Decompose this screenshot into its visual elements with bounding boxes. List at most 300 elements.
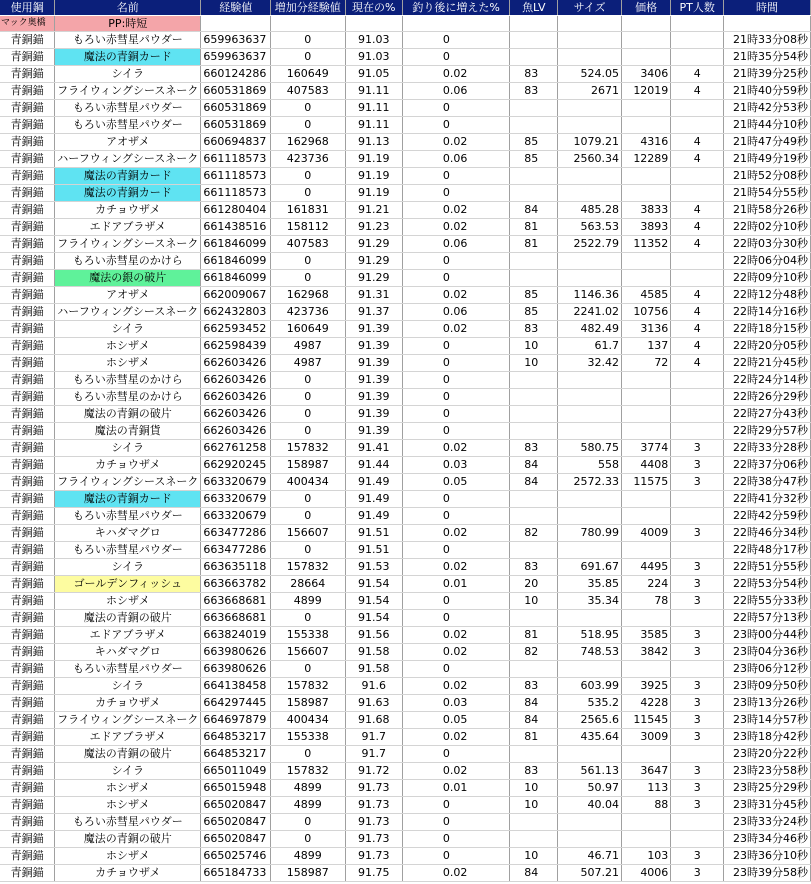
size-cell: 524.05 xyxy=(558,66,622,83)
gain-cell: 0 xyxy=(271,508,345,525)
exp-cell: 665015948 xyxy=(201,780,271,797)
inc-cell: 0 xyxy=(402,508,509,525)
table-row xyxy=(0,525,811,542)
name-cell: もろい赤彗星パウダー xyxy=(55,542,201,559)
rod-cell: 青銅錨 xyxy=(0,729,55,746)
lv-cell xyxy=(510,389,558,406)
table-row xyxy=(0,151,811,168)
exp-cell: 659963637 xyxy=(201,32,271,49)
inc-cell: 0 xyxy=(402,797,509,814)
rod-cell: 青銅錨 xyxy=(0,151,55,168)
price-cell xyxy=(621,117,670,134)
price-cell: 3925 xyxy=(621,678,670,695)
pct-cell: 91.19 xyxy=(345,185,402,202)
pt-cell xyxy=(671,168,724,185)
gain-cell: 400434 xyxy=(271,712,345,729)
name-cell: ホシザメ xyxy=(55,848,201,865)
time-cell: 23時20分22秒 xyxy=(724,746,811,763)
name-cell: ホシザメ xyxy=(55,797,201,814)
pct-cell: 91.58 xyxy=(345,661,402,678)
rod-cell: 青銅錨 xyxy=(0,525,55,542)
exp-cell: 665020847 xyxy=(201,797,271,814)
price-cell: 3893 xyxy=(621,219,670,236)
size-cell xyxy=(558,508,622,525)
subheader-row xyxy=(0,16,811,32)
inc-cell: 0.06 xyxy=(402,151,509,168)
pt-cell: 3 xyxy=(671,865,724,882)
table-row xyxy=(0,814,811,831)
size-cell xyxy=(558,491,622,508)
inc-cell: 0.03 xyxy=(402,695,509,712)
rod-cell: 青銅錨 xyxy=(0,219,55,236)
gain-cell: 157832 xyxy=(271,440,345,457)
price-cell: 3406 xyxy=(621,66,670,83)
rod-cell: 青銅錨 xyxy=(0,627,55,644)
pt-cell: 4 xyxy=(671,219,724,236)
inc-cell: 0 xyxy=(402,168,509,185)
lv-cell: 10 xyxy=(510,593,558,610)
name-cell: もろい赤彗星パウダー xyxy=(55,508,201,525)
gain-cell: 160649 xyxy=(271,321,345,338)
rod-cell: 青銅錨 xyxy=(0,814,55,831)
exp-cell: 661118573 xyxy=(201,185,271,202)
rod-cell: 青銅錨 xyxy=(0,831,55,848)
inc-cell: 0 xyxy=(402,542,509,559)
table-row xyxy=(0,389,811,406)
gain-cell: 157832 xyxy=(271,678,345,695)
pct-cell: 91.73 xyxy=(345,848,402,865)
lv-cell: 82 xyxy=(510,644,558,661)
gain-cell: 407583 xyxy=(271,236,345,253)
inc-cell: 0 xyxy=(402,746,509,763)
time-cell: 22時12分48秒 xyxy=(724,287,811,304)
gain-cell: 4899 xyxy=(271,848,345,865)
lv-cell: 84 xyxy=(510,474,558,491)
table-row xyxy=(0,406,811,423)
gain-cell: 158987 xyxy=(271,695,345,712)
gain-cell: 0 xyxy=(271,100,345,117)
gain-cell: 4987 xyxy=(271,338,345,355)
inc-cell: 0.01 xyxy=(402,780,509,797)
time-cell: 22時42分59秒 xyxy=(724,508,811,525)
table-row xyxy=(0,712,811,729)
pt-cell: 3 xyxy=(671,644,724,661)
size-cell: 32.42 xyxy=(558,355,622,372)
pct-cell: 91.72 xyxy=(345,763,402,780)
pt-cell: 3 xyxy=(671,440,724,457)
table-row xyxy=(0,865,811,882)
gain-cell: 155338 xyxy=(271,627,345,644)
price-cell: 3833 xyxy=(621,202,670,219)
inc-cell: 0.02 xyxy=(402,287,509,304)
time-cell: 23時39分58秒 xyxy=(724,865,811,882)
pct-cell: 91.7 xyxy=(345,729,402,746)
name-cell: もろい赤彗星パウダー xyxy=(55,661,201,678)
place-label: マック奥橋 xyxy=(0,16,55,32)
gain-cell: 0 xyxy=(271,372,345,389)
price-cell xyxy=(621,389,670,406)
price-cell: 4408 xyxy=(621,457,670,474)
inc-cell: 0.02 xyxy=(402,202,509,219)
time-cell: 22時41分32秒 xyxy=(724,491,811,508)
price-cell xyxy=(621,423,670,440)
gain-cell: 0 xyxy=(271,423,345,440)
name-cell: 魔法の青銅の破片 xyxy=(55,746,201,763)
price-cell: 72 xyxy=(621,355,670,372)
rod-cell: 青銅錨 xyxy=(0,746,55,763)
rod-cell: 青銅錨 xyxy=(0,134,55,151)
gain-cell: 158987 xyxy=(271,457,345,474)
inc-cell: 0.05 xyxy=(402,474,509,491)
time-cell: 21時44分10秒 xyxy=(724,117,811,134)
name-cell: 魔法の銀の破片 xyxy=(55,270,201,287)
rod-cell: 青銅錨 xyxy=(0,406,55,423)
lv-cell xyxy=(510,100,558,117)
header-row xyxy=(0,0,811,16)
size-cell: 2671 xyxy=(558,83,622,100)
size-cell: 580.75 xyxy=(558,440,622,457)
time-cell: 22時53分54秒 xyxy=(724,576,811,593)
size-cell: 563.53 xyxy=(558,219,622,236)
size-cell: 2241.02 xyxy=(558,304,622,321)
size-cell: 561.13 xyxy=(558,763,622,780)
name-cell: 魔法の青銅の破片 xyxy=(55,610,201,627)
table-row xyxy=(0,848,811,865)
gain-cell: 0 xyxy=(271,610,345,627)
gain-cell: 0 xyxy=(271,32,345,49)
exp-cell: 665011049 xyxy=(201,763,271,780)
table-row xyxy=(0,593,811,610)
pct-cell: 91.68 xyxy=(345,712,402,729)
pt-cell: 3 xyxy=(671,525,724,542)
name-cell: ホシザメ xyxy=(55,780,201,797)
name-cell: もろい赤彗星パウダー xyxy=(55,100,201,117)
pt-cell xyxy=(671,372,724,389)
exp-cell: 661280404 xyxy=(201,202,271,219)
exp-cell: 665020847 xyxy=(201,814,271,831)
name-cell: 魔法の青銅カード xyxy=(55,49,201,66)
exp-cell: 660531869 xyxy=(201,117,271,134)
rod-cell: 青銅錨 xyxy=(0,202,55,219)
table-row xyxy=(0,423,811,440)
gain-cell: 4899 xyxy=(271,780,345,797)
time-cell: 23時34分46秒 xyxy=(724,831,811,848)
pct-cell: 91.39 xyxy=(345,355,402,372)
inc-cell: 0 xyxy=(402,406,509,423)
size-cell xyxy=(558,100,622,117)
inc-cell: 0.06 xyxy=(402,83,509,100)
price-cell: 4495 xyxy=(621,559,670,576)
rod-cell: 青銅錨 xyxy=(0,83,55,100)
table-row xyxy=(0,287,811,304)
time-cell: 21時42分53秒 xyxy=(724,100,811,117)
price-cell: 3009 xyxy=(621,729,670,746)
inc-cell: 0 xyxy=(402,253,509,270)
lv-cell: 81 xyxy=(510,729,558,746)
gain-cell: 156607 xyxy=(271,525,345,542)
price-cell xyxy=(621,661,670,678)
size-cell xyxy=(558,168,622,185)
exp-cell: 662432803 xyxy=(201,304,271,321)
rod-cell: 青銅錨 xyxy=(0,763,55,780)
gain-cell: 0 xyxy=(271,814,345,831)
gain-cell: 0 xyxy=(271,168,345,185)
rod-cell: 青銅錨 xyxy=(0,678,55,695)
exp-cell: 663668681 xyxy=(201,593,271,610)
inc-cell: 0 xyxy=(402,32,509,49)
pt-cell xyxy=(671,814,724,831)
lv-cell xyxy=(510,542,558,559)
pt-cell: 4 xyxy=(671,66,724,83)
exp-cell: 660694837 xyxy=(201,134,271,151)
inc-cell: 0.03 xyxy=(402,457,509,474)
table-row xyxy=(0,746,811,763)
price-cell: 10756 xyxy=(621,304,670,321)
pct-cell: 91.39 xyxy=(345,372,402,389)
rod-cell: 青銅錨 xyxy=(0,457,55,474)
lv-cell xyxy=(510,117,558,134)
time-cell: 23時09分50秒 xyxy=(724,678,811,695)
header-price: 価格 xyxy=(621,0,670,16)
table-row xyxy=(0,644,811,661)
exp-cell: 663477286 xyxy=(201,525,271,542)
name-cell: エドアブラザメ xyxy=(55,219,201,236)
inc-cell: 0 xyxy=(402,185,509,202)
header-name: 名前 xyxy=(55,0,201,16)
exp-cell: 663635118 xyxy=(201,559,271,576)
gain-cell: 0 xyxy=(271,185,345,202)
rod-cell: 青銅錨 xyxy=(0,661,55,678)
rod-cell: 青銅錨 xyxy=(0,100,55,117)
price-cell xyxy=(621,814,670,831)
rod-cell: 青銅錨 xyxy=(0,593,55,610)
name-cell: フライウィングシースネーク xyxy=(55,474,201,491)
table-row xyxy=(0,134,811,151)
header-exp: 経験値 xyxy=(201,0,271,16)
lv-cell: 81 xyxy=(510,627,558,644)
exp-cell: 662593452 xyxy=(201,321,271,338)
table-row xyxy=(0,542,811,559)
time-cell: 21時47分49秒 xyxy=(724,134,811,151)
pct-cell: 91.31 xyxy=(345,287,402,304)
name-cell: もろい赤彗星のかけら xyxy=(55,389,201,406)
pct-cell: 91.41 xyxy=(345,440,402,457)
pt-cell xyxy=(671,661,724,678)
gain-cell: 4899 xyxy=(271,593,345,610)
name-cell: エドアブラザメ xyxy=(55,729,201,746)
time-cell: 21時58分26秒 xyxy=(724,202,811,219)
price-cell xyxy=(621,508,670,525)
rod-cell: 青銅錨 xyxy=(0,780,55,797)
time-cell: 22時37分06秒 xyxy=(724,457,811,474)
lv-cell: 83 xyxy=(510,66,558,83)
time-cell: 23時18分42秒 xyxy=(724,729,811,746)
lv-cell: 84 xyxy=(510,695,558,712)
rod-cell: 青銅錨 xyxy=(0,474,55,491)
size-cell xyxy=(558,117,622,134)
size-cell xyxy=(558,389,622,406)
inc-cell: 0.02 xyxy=(402,627,509,644)
name-cell: エドアブラザメ xyxy=(55,627,201,644)
exp-cell: 663320679 xyxy=(201,474,271,491)
inc-cell: 0 xyxy=(402,372,509,389)
table-row xyxy=(0,117,811,134)
table-row xyxy=(0,491,811,508)
rod-cell: 青銅錨 xyxy=(0,66,55,83)
pct-cell: 91.11 xyxy=(345,83,402,100)
table-row xyxy=(0,321,811,338)
pct-cell: 91.6 xyxy=(345,678,402,695)
size-cell: 2560.34 xyxy=(558,151,622,168)
lv-cell xyxy=(510,814,558,831)
time-cell: 23時14分57秒 xyxy=(724,712,811,729)
size-cell: 2572.33 xyxy=(558,474,622,491)
exp-cell: 661846099 xyxy=(201,236,271,253)
pct-cell: 91.03 xyxy=(345,49,402,66)
time-cell: 22時18分15秒 xyxy=(724,321,811,338)
size-cell: 435.64 xyxy=(558,729,622,746)
pt-cell: 3 xyxy=(671,593,724,610)
time-cell: 21時54分55秒 xyxy=(724,185,811,202)
pct-cell: 91.44 xyxy=(345,457,402,474)
price-cell: 3842 xyxy=(621,644,670,661)
size-cell xyxy=(558,32,622,49)
gain-cell: 158987 xyxy=(271,865,345,882)
size-cell xyxy=(558,542,622,559)
price-cell xyxy=(621,49,670,66)
inc-cell: 0.06 xyxy=(402,304,509,321)
time-cell: 23時13分26秒 xyxy=(724,695,811,712)
exp-cell: 661438516 xyxy=(201,219,271,236)
inc-cell: 0 xyxy=(402,814,509,831)
inc-cell: 0 xyxy=(402,117,509,134)
exp-cell: 662603426 xyxy=(201,389,271,406)
name-cell: 魔法の青銅カード xyxy=(55,185,201,202)
name-cell: シイラ xyxy=(55,678,201,695)
rod-cell: 青銅錨 xyxy=(0,389,55,406)
exp-cell: 663477286 xyxy=(201,542,271,559)
table-row xyxy=(0,474,811,491)
time-cell: 23時06分12秒 xyxy=(724,661,811,678)
exp-cell: 664297445 xyxy=(201,695,271,712)
name-cell: ホシザメ xyxy=(55,355,201,372)
pt-cell xyxy=(671,423,724,440)
price-cell: 12289 xyxy=(621,151,670,168)
table-row xyxy=(0,678,811,695)
price-cell xyxy=(621,32,670,49)
name-cell: もろい赤彗星のかけら xyxy=(55,253,201,270)
name-cell: ハーフウィングシースネーク xyxy=(55,151,201,168)
pct-cell: 91.29 xyxy=(345,270,402,287)
time-cell: 22時14分16秒 xyxy=(724,304,811,321)
pt-cell: 3 xyxy=(671,797,724,814)
exp-cell: 660531869 xyxy=(201,100,271,117)
name-cell: カチョウザメ xyxy=(55,695,201,712)
gain-cell: 407583 xyxy=(271,83,345,100)
price-cell xyxy=(621,542,670,559)
pct-cell: 91.39 xyxy=(345,338,402,355)
rod-cell: 青銅錨 xyxy=(0,423,55,440)
table-row xyxy=(0,780,811,797)
pt-cell: 4 xyxy=(671,202,724,219)
lv-cell: 84 xyxy=(510,712,558,729)
gain-cell: 0 xyxy=(271,491,345,508)
name-cell: ホシザメ xyxy=(55,593,201,610)
lv-cell xyxy=(510,32,558,49)
time-cell: 21時39分25秒 xyxy=(724,66,811,83)
time-cell: 22時20分05秒 xyxy=(724,338,811,355)
time-cell: 22時09分10秒 xyxy=(724,270,811,287)
header-time: 時間 xyxy=(724,0,811,16)
price-cell xyxy=(621,100,670,117)
exp-cell: 661118573 xyxy=(201,151,271,168)
price-cell xyxy=(621,491,670,508)
time-cell: 21時35分54秒 xyxy=(724,49,811,66)
gain-cell: 0 xyxy=(271,831,345,848)
size-cell: 482.49 xyxy=(558,321,622,338)
pt-cell: 4 xyxy=(671,134,724,151)
exp-cell: 663663782 xyxy=(201,576,271,593)
rod-cell: 青銅錨 xyxy=(0,338,55,355)
pt-cell xyxy=(671,185,724,202)
inc-cell: 0 xyxy=(402,491,509,508)
size-cell: 603.99 xyxy=(558,678,622,695)
inc-cell: 0.06 xyxy=(402,236,509,253)
exp-cell: 663980626 xyxy=(201,644,271,661)
size-cell: 558 xyxy=(558,457,622,474)
time-cell: 22時26分29秒 xyxy=(724,389,811,406)
inc-cell: 0.02 xyxy=(402,644,509,661)
name-cell: カチョウザメ xyxy=(55,865,201,882)
time-cell: 23時23分58秒 xyxy=(724,763,811,780)
size-cell: 61.7 xyxy=(558,338,622,355)
pct-cell: 91.29 xyxy=(345,236,402,253)
time-cell: 23時00分44秒 xyxy=(724,627,811,644)
gain-cell: 400434 xyxy=(271,474,345,491)
name-cell: シイラ xyxy=(55,763,201,780)
lv-cell xyxy=(510,49,558,66)
inc-cell: 0 xyxy=(402,338,509,355)
price-cell: 103 xyxy=(621,848,670,865)
table-row xyxy=(0,270,811,287)
size-cell xyxy=(558,814,622,831)
rod-cell: 青銅錨 xyxy=(0,559,55,576)
rod-cell: 青銅錨 xyxy=(0,440,55,457)
pt-cell xyxy=(671,32,724,49)
name-cell: もろい赤彗星パウダー xyxy=(55,117,201,134)
gain-cell: 0 xyxy=(271,117,345,134)
table-row xyxy=(0,219,811,236)
pt-cell xyxy=(671,508,724,525)
pt-cell xyxy=(671,491,724,508)
header-gain: 増加分経験値 xyxy=(271,0,345,16)
table-row xyxy=(0,236,811,253)
lv-cell: 81 xyxy=(510,236,558,253)
table-row xyxy=(0,661,811,678)
gain-cell: 162968 xyxy=(271,287,345,304)
pct-cell: 91.7 xyxy=(345,746,402,763)
inc-cell: 0.02 xyxy=(402,865,509,882)
size-cell: 535.2 xyxy=(558,695,622,712)
table-row xyxy=(0,457,811,474)
gain-cell: 161831 xyxy=(271,202,345,219)
size-cell: 2522.79 xyxy=(558,236,622,253)
table-row xyxy=(0,440,811,457)
exp-cell: 662603426 xyxy=(201,355,271,372)
lv-cell: 83 xyxy=(510,321,558,338)
pt-cell xyxy=(671,831,724,848)
size-cell xyxy=(558,372,622,389)
